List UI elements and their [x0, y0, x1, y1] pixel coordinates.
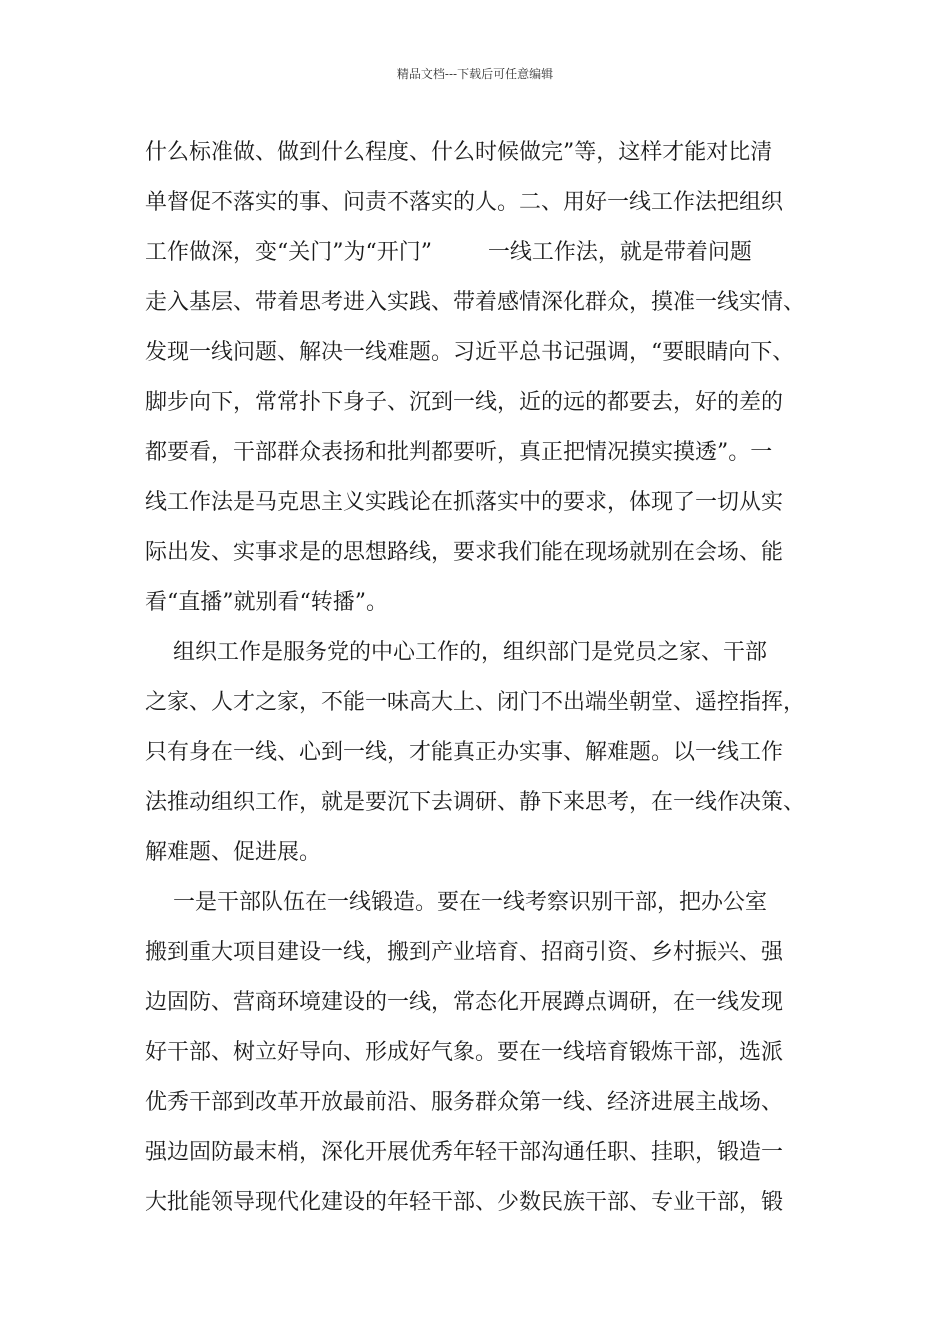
text-line: 强边固防最末梢，深化开展优秀年轻干部沟通任职、挂职，锻造一 — [145, 1140, 784, 1165]
text-line: 看“直播”就别看“转播”。 — [145, 590, 388, 615]
text-line: 际出发、实事求是的思想路线，要求我们能在现场就别在会场、能 — [145, 540, 784, 565]
text-line: 优秀干部到改革开放最前沿、服务群众第一线、经济进展主战场、 — [145, 1090, 784, 1115]
text-line: 之家、人才之家，不能一味高大上、闭门不出端坐朝堂、遥控指挥， — [145, 690, 806, 715]
text-line: 法推动组织工作，就是要沉下去调研、静下来思考，在一线作决策、 — [145, 790, 806, 815]
text-line: 工作做深，变“关门”为“开门” 一线工作法，就是带着问题 — [145, 240, 752, 265]
text-line: 单督促不落实的事、问责不落实的人。二、用好一线工作法把组织 — [145, 190, 784, 215]
text-line: 什么标准做、做到什么程度、什么时候做完”等，这样才能对比清 — [145, 140, 773, 165]
text-line: 发现一线问题、解决一线难题。习近平总书记强调，“要眼睛向下、 — [145, 340, 795, 365]
text-line: 好干部、树立好导向、形成好气象。要在一线培育锻炼干部，选派 — [145, 1040, 784, 1065]
page-header: 精品文档---下载后可任意编辑 — [396, 67, 554, 81]
text-line: 只有身在一线、心到一线，才能真正办实事、解难题。以一线工作 — [145, 740, 784, 765]
text-line: 走入基层、带着思考进入实践、带着感情深化群众，摸准一线实情、 — [145, 290, 806, 315]
document-body — [145, 128, 825, 1228]
text-line: 组织工作是服务党的中心工作的，组织部门是党员之家、干部 — [145, 640, 767, 665]
text-line: 都要看，干部群众表扬和批判都要听，真正把情况摸实摸透”。一 — [145, 440, 773, 465]
text-line: 搬到重大项目建设一线，搬到产业培育、招商引资、乡村振兴、强 — [145, 940, 784, 965]
text-line: 边固防、营商环境建设的一线，常态化开展蹲点调研，在一线发现 — [145, 990, 784, 1015]
text-line: 脚步向下，常常扑下身子、沉到一线，近的远的都要去，好的差的 — [145, 390, 784, 415]
text-line: 线工作法是马克思主义实践论在抓落实中的要求，体现了一切从实 — [145, 490, 784, 515]
text-line: 一是干部队伍在一线锻造。要在一线考察识别干部，把办公室 — [145, 890, 767, 915]
text-line: 大批能领导现代化建设的年轻干部、少数民族干部、专业干部，锻 — [145, 1190, 784, 1215]
text-line: 解难题、促进展。 — [145, 840, 322, 865]
